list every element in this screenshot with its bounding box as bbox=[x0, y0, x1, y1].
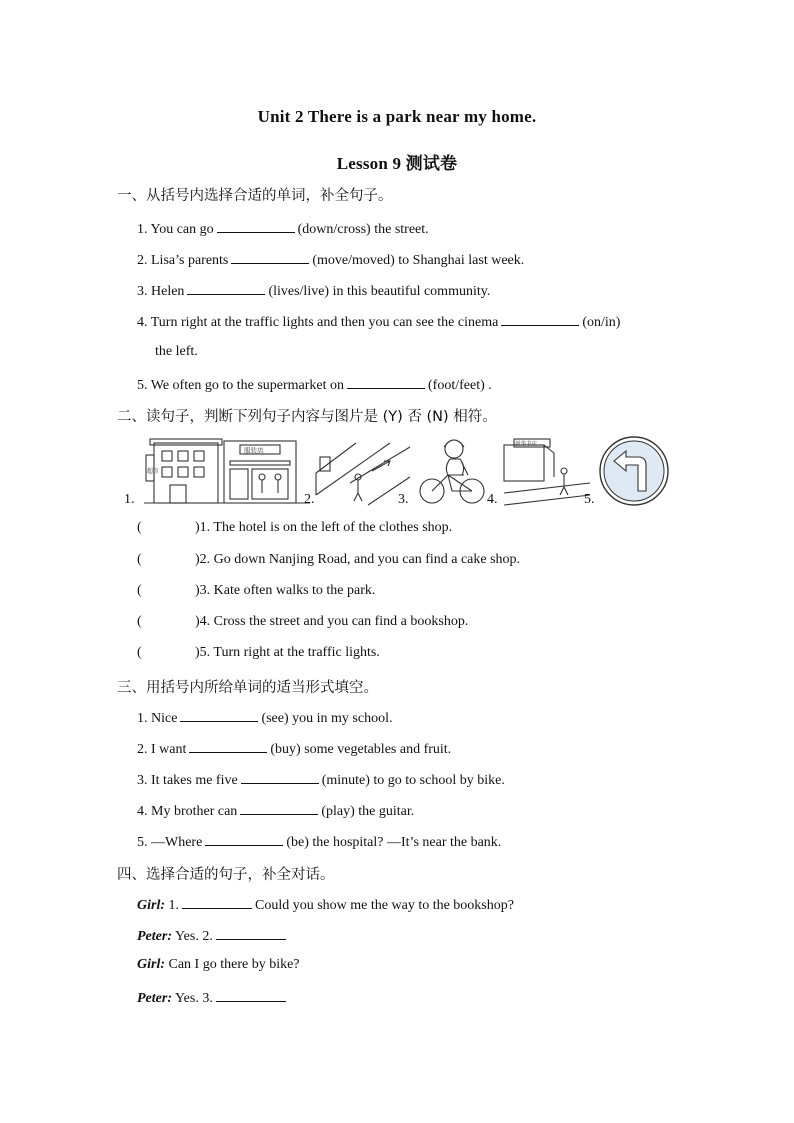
dialog-line-1: Girl: 1. Could you show me the way to the bookshop? bbox=[137, 895, 514, 914]
speaker-girl: Girl: bbox=[137, 898, 165, 913]
picture-number-5: 5. bbox=[584, 492, 595, 507]
dialog-line-3: Girl: Can I go there by bike? bbox=[137, 957, 300, 972]
picture-number-2: 2. bbox=[304, 492, 315, 507]
answer-blank[interactable] bbox=[189, 739, 267, 753]
svg-text:服装店: 服装店 bbox=[244, 446, 264, 455]
dialog-line-2: Peter: Yes. 2. bbox=[137, 926, 289, 945]
answer-blank[interactable] bbox=[241, 770, 319, 784]
answer-paren[interactable]: ( bbox=[137, 614, 142, 629]
answer-blank[interactable] bbox=[216, 926, 286, 940]
s1-item-5: 5. We often go to the supermarket on (foot/feet) . bbox=[137, 375, 492, 394]
s3-item-4: 4. My brother can (play) the guitar. bbox=[137, 801, 414, 820]
s1-item-3: 3. Helen (lives/live) in this beautiful community. bbox=[137, 281, 490, 300]
answer-blank[interactable] bbox=[240, 801, 318, 815]
answer-blank[interactable] bbox=[205, 832, 283, 846]
answer-blank[interactable] bbox=[231, 250, 309, 264]
speaker-peter: Peter: bbox=[137, 991, 172, 1006]
picture-2-road bbox=[316, 443, 410, 505]
answer-blank[interactable] bbox=[182, 895, 252, 909]
picture-3-bike bbox=[420, 440, 484, 503]
s1-item-4: 4. Turn right at the traffic lights and then you can see the cinema (on/in) bbox=[137, 312, 620, 331]
page-title: Unit 2 There is a park near my home. bbox=[257, 107, 537, 126]
picture-number-4: 4. bbox=[487, 492, 498, 507]
answer-blank[interactable] bbox=[187, 281, 265, 295]
answer-paren[interactable]: ( bbox=[137, 645, 142, 660]
answer-blank[interactable] bbox=[180, 708, 258, 722]
section3-heading: 三、用括号内所给单词的适当形式填空。 bbox=[117, 680, 378, 696]
answer-paren[interactable]: ( bbox=[137, 520, 142, 535]
answer-paren[interactable]: ( bbox=[137, 583, 142, 598]
s1-item-4-cont: the left. bbox=[155, 344, 198, 359]
dialog-line-4: Peter: Yes. 3. bbox=[137, 988, 289, 1007]
answer-blank[interactable] bbox=[217, 219, 295, 233]
s2-item-4: ( )4. Cross the street and you can find a bookshop. bbox=[137, 614, 469, 629]
svg-text:超市: 超市 bbox=[147, 468, 160, 475]
picture-5-sign bbox=[600, 437, 668, 505]
answer-blank[interactable] bbox=[501, 312, 579, 326]
speaker-girl: Girl: bbox=[137, 957, 165, 972]
s3-item-3: 3. It takes me five (minute) to go to school by bike. bbox=[137, 770, 505, 789]
answer-blank[interactable] bbox=[347, 375, 425, 389]
s1-item-1: 1. You can go (down/cross) the street. bbox=[137, 219, 429, 238]
answer-paren[interactable]: ( bbox=[137, 552, 142, 567]
s3-item-1: 1. Nice (see) you in my school. bbox=[137, 708, 392, 727]
section4-heading: 四、选择合适的句子，补全对话。 bbox=[117, 867, 335, 883]
s3-item-5: 5. —Where (be) the hospital? —It’s near the bank. bbox=[137, 832, 501, 851]
s1-item-2: 2. Lisa’s parents (move/moved) to Shanghai last week. bbox=[137, 250, 524, 269]
s3-item-2: 2. I want (buy) some vegetables and fruit. bbox=[137, 739, 451, 758]
section1-heading: 一、从括号内选择合适的单词，补全句子。 bbox=[117, 188, 393, 204]
s2-item-5: ( )5. Turn right at the traffic lights. bbox=[137, 645, 380, 660]
answer-blank[interactable] bbox=[216, 988, 286, 1002]
picture-number-3: 3. bbox=[398, 492, 409, 507]
picture-4-crossing bbox=[504, 439, 590, 505]
speaker-peter: Peter: bbox=[137, 929, 172, 944]
section2-heading: 二、读句子，判断下列句子内容与图片是 (Y) 否 (N) 相符。 bbox=[117, 409, 497, 425]
picture-1-shops bbox=[144, 439, 310, 503]
svg-text:新华书店: 新华书店 bbox=[515, 441, 538, 448]
picture-number-1: 1. bbox=[124, 492, 135, 507]
s2-item-2: ( )2. Go down Nanjing Road, and you can find a cake shop. bbox=[137, 552, 521, 567]
lesson-subtitle: Lesson 9 测试卷 bbox=[336, 154, 458, 173]
s2-item-3: ( )3. Kate often walks to the park. bbox=[137, 583, 376, 598]
s2-item-1: ( )1. The hotel is on the left of the clothes shop. bbox=[137, 520, 453, 535]
